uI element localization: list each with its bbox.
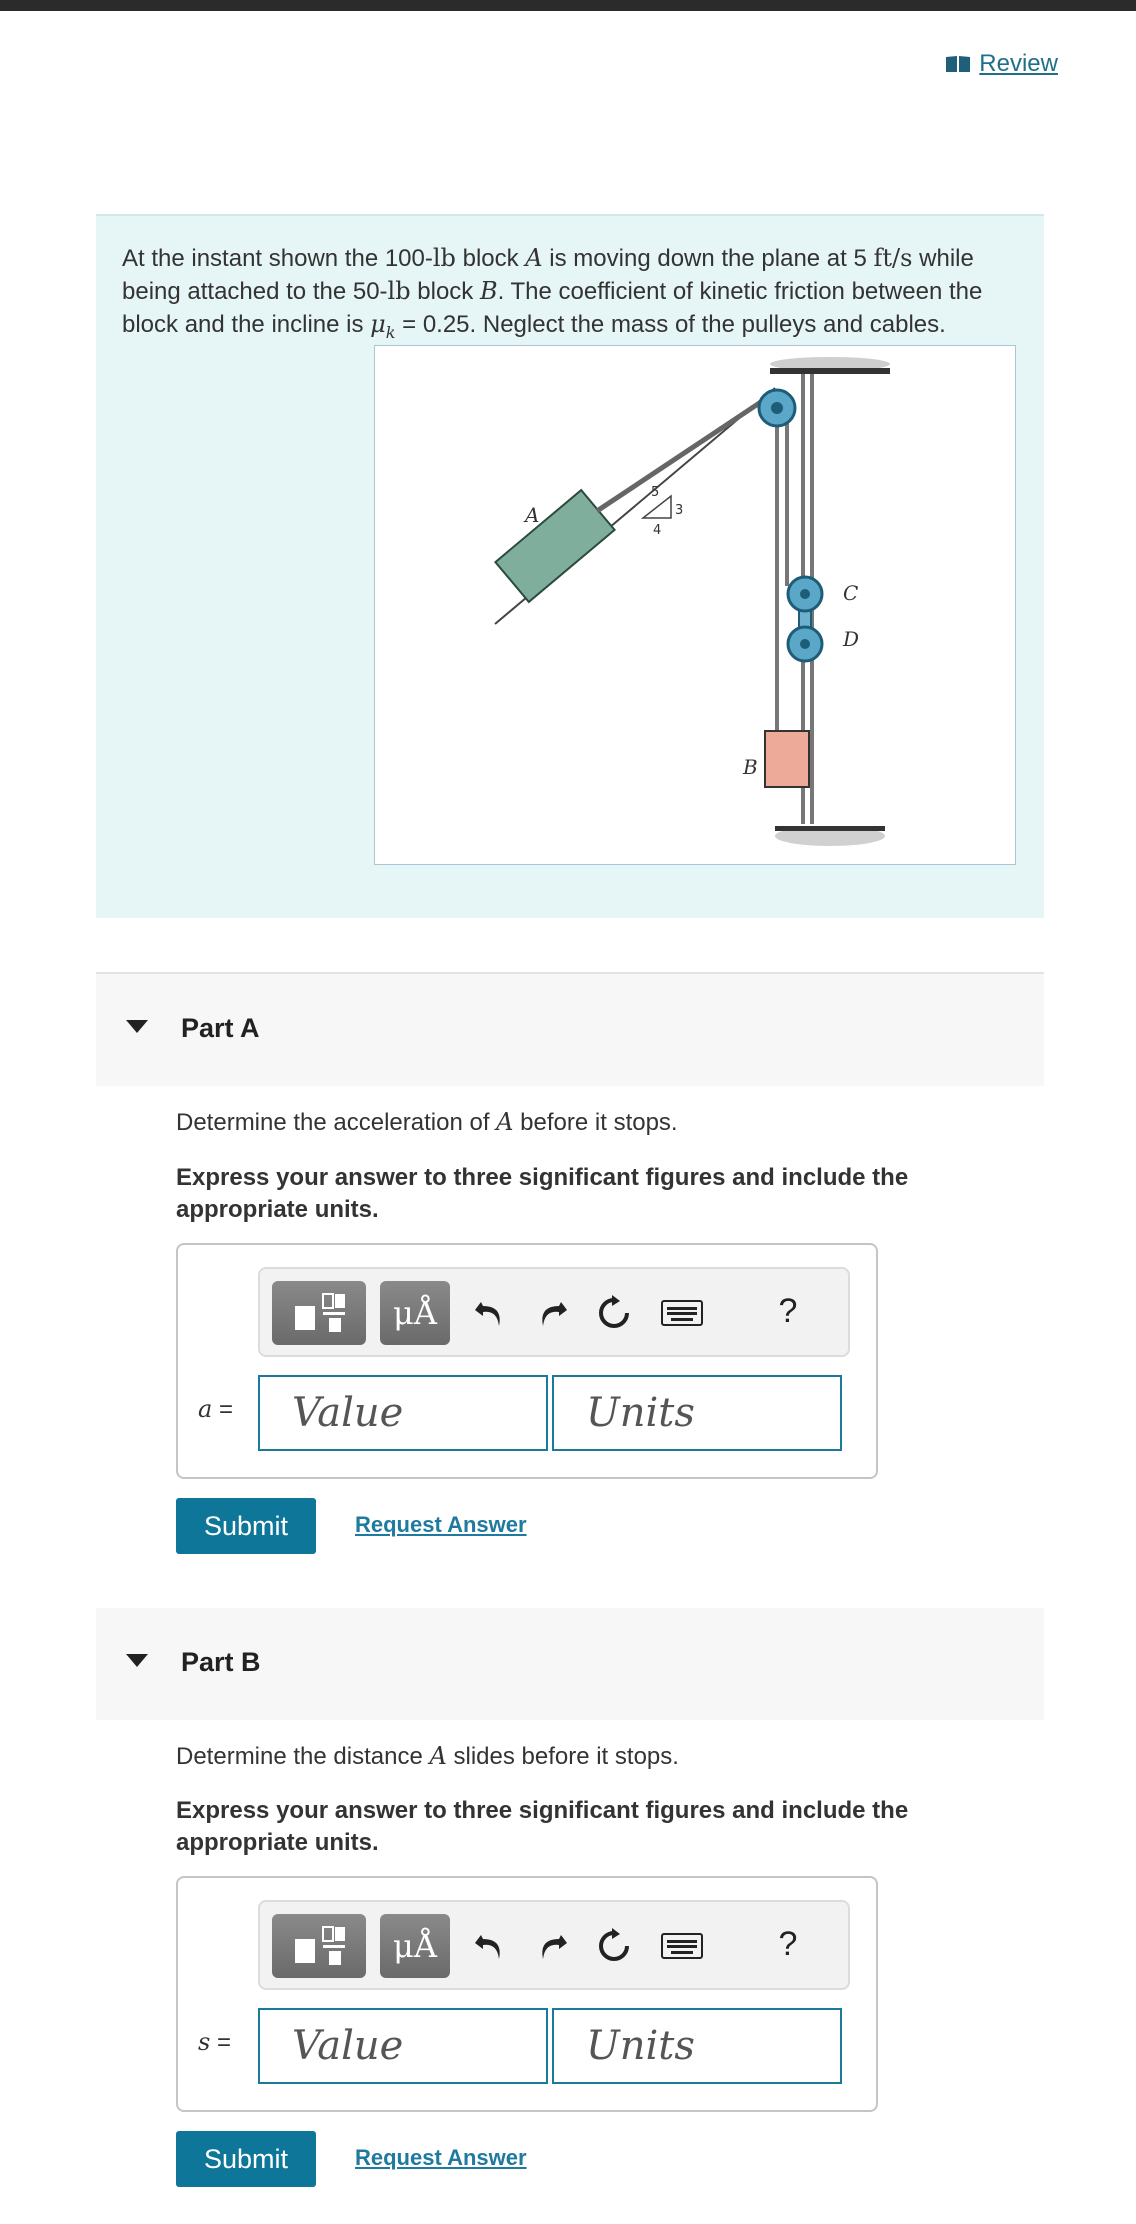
slope-5: 5 xyxy=(651,485,660,500)
part-b-submit-button[interactable]: Submit xyxy=(176,2131,316,2187)
label-D: D xyxy=(843,627,860,651)
part-a-request-answer-link[interactable]: Request Answer xyxy=(355,1512,527,1537)
units-input[interactable]: Units xyxy=(552,1375,842,1451)
top-bar xyxy=(0,0,1136,11)
help-icon[interactable]: ? xyxy=(778,1924,798,1963)
reset-icon[interactable] xyxy=(594,1926,634,1966)
book-icon xyxy=(945,54,971,74)
keyboard-icon[interactable] xyxy=(660,1926,704,1966)
part-b-instruction: Express your answer to three significant figures and include the appropriate units. xyxy=(176,1797,909,1856)
problem-intro xyxy=(96,214,1044,918)
undo-icon[interactable] xyxy=(470,1293,510,1333)
value-input[interactable]: Value xyxy=(258,2008,548,2084)
units-input[interactable]: Units xyxy=(552,2008,842,2084)
slope-4: 4 xyxy=(653,523,662,538)
collapse-triangle-icon[interactable] xyxy=(126,1654,148,1667)
keyboard-icon[interactable] xyxy=(660,1293,704,1333)
template-button[interactable] xyxy=(272,1914,366,1978)
units-symbols-button[interactable]: μÅ xyxy=(380,1914,450,1978)
problem-figure xyxy=(374,345,1016,865)
reset-icon[interactable] xyxy=(594,1293,634,1333)
units-symbols-button[interactable]: μÅ xyxy=(380,1281,450,1345)
help-icon[interactable]: ? xyxy=(778,1291,798,1330)
fraction-template-icon xyxy=(289,1288,349,1338)
equation-toolbar xyxy=(258,1267,850,1357)
part-a-header[interactable] xyxy=(96,972,1044,1086)
part-a-question: Determine the acceleration of A before it stops. xyxy=(176,1108,678,1136)
review-label[interactable]: Review xyxy=(979,50,1058,77)
part-b-title: Part B xyxy=(181,1647,261,1677)
label-A: A xyxy=(525,503,540,527)
label-B: B xyxy=(743,755,758,779)
part-b-request-answer-link[interactable]: Request Answer xyxy=(355,2145,527,2170)
problem-text: At the instant shown the 100-lb block A is moving down the plane at 5 ft/s while being attached to the 50-lb block B. The coefficient of kinetic friction between the block and the incline is $\mu_k = 0.25$. Neglect the mass of the pulleys and cables. xyxy=(122,244,983,342)
variable-label: s = xyxy=(198,2028,232,2056)
value-input[interactable]: Value xyxy=(258,1375,548,1451)
fraction-template-icon xyxy=(289,1921,349,1971)
label-C: C xyxy=(843,581,859,605)
part-b-answer-box xyxy=(176,1876,878,2112)
part-a-instruction: Express your answer to three significant figures and include the appropriate units. xyxy=(176,1164,909,1223)
part-a-title: Part A xyxy=(181,1013,260,1043)
redo-icon[interactable] xyxy=(532,1926,572,1966)
equation-toolbar xyxy=(258,1900,850,1990)
review-link[interactable] xyxy=(945,50,1058,78)
template-button[interactable] xyxy=(272,1281,366,1345)
variable-label: a = xyxy=(198,1395,233,1423)
undo-icon[interactable] xyxy=(470,1926,510,1966)
collapse-triangle-icon[interactable] xyxy=(126,1020,148,1033)
slope-3: 3 xyxy=(675,503,684,518)
part-b-header[interactable] xyxy=(96,1608,1044,1720)
pulley-diagram xyxy=(375,346,1015,864)
part-b-question: Determine the distance A slides before it stops. xyxy=(176,1742,679,1770)
part-a-answer-box xyxy=(176,1243,878,1479)
part-a-submit-button[interactable]: Submit xyxy=(176,1498,316,1554)
redo-icon[interactable] xyxy=(532,1293,572,1333)
